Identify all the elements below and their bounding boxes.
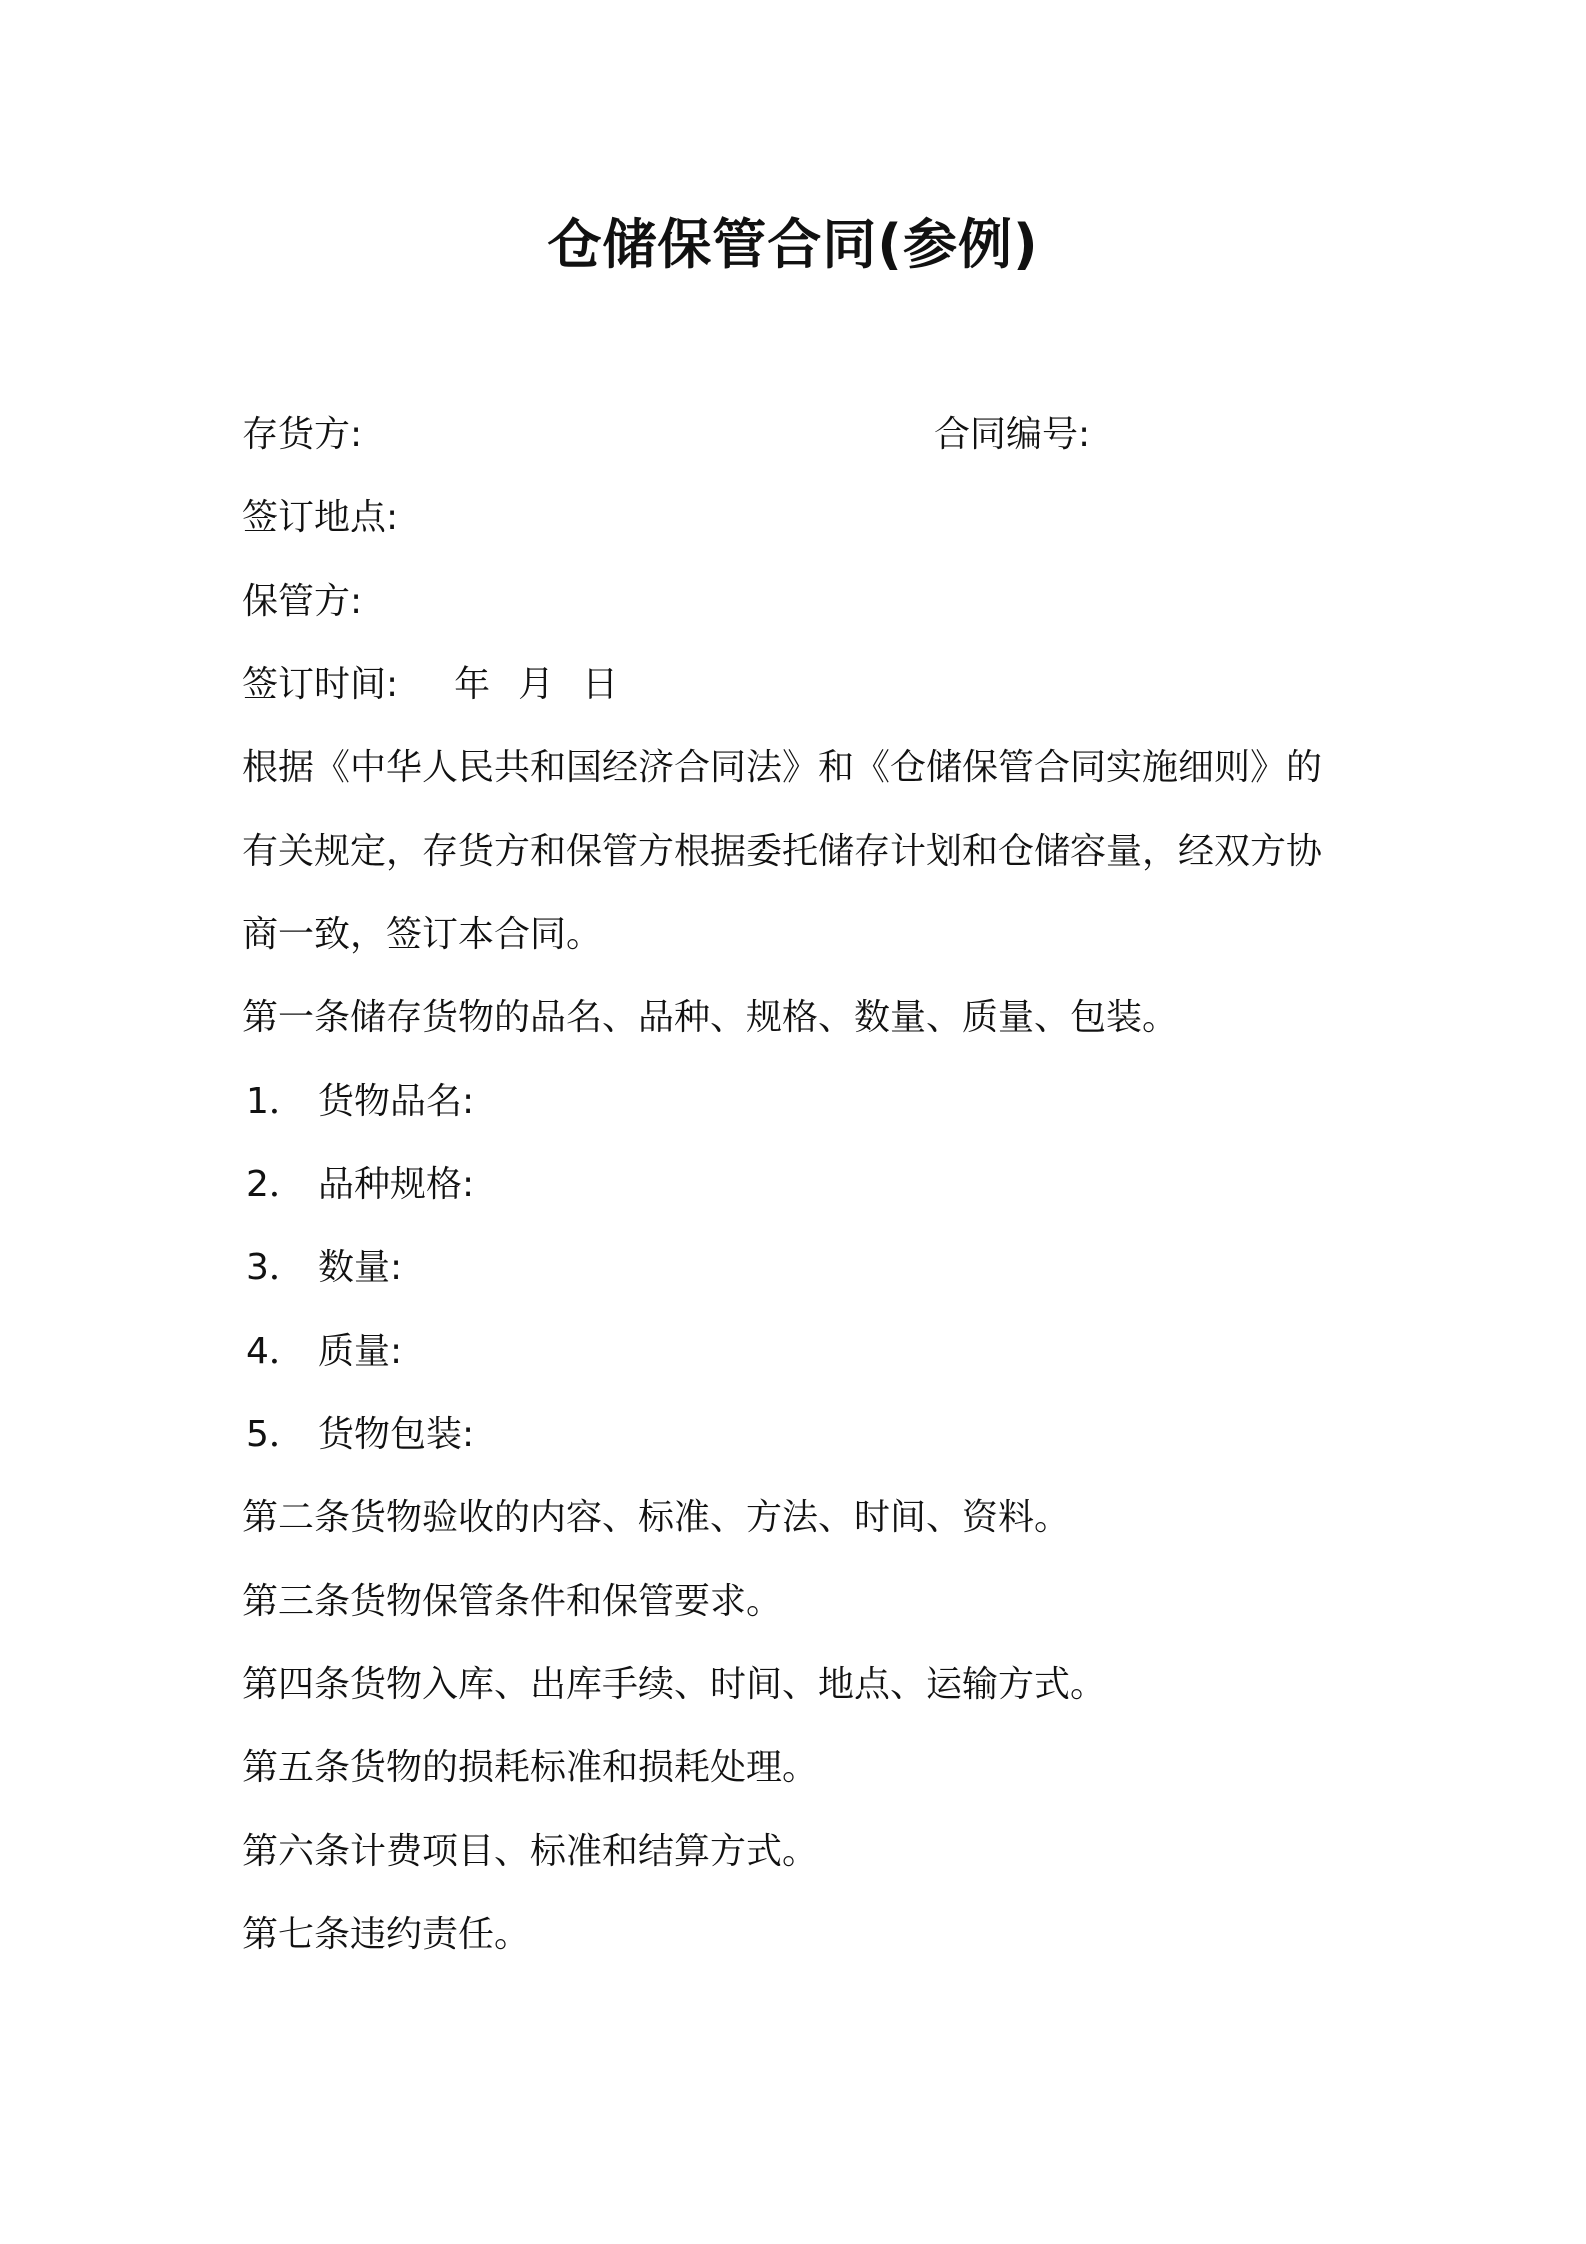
list-item <box>242 1327 402 1377</box>
contract-number-field: 合同编号: <box>934 414 1091 455</box>
list-item <box>242 1410 474 1460</box>
list-item <box>242 1077 474 1127</box>
document-title: 仓储保管合同(参例) <box>547 213 1039 276</box>
article-2: 第二条货物验收的内容、标准、方法、时间、资料。 <box>242 1497 1071 1538</box>
preamble-line: 有关规定，存货方和保管方根据委托储存计划和仓储容量，经双方协 <box>242 831 1323 872</box>
list-item-number: 4． <box>246 1331 305 1372</box>
signing-time-label: 签订时间: <box>242 664 399 705</box>
list-item-label: 数量: <box>318 1247 403 1288</box>
article-3: 第三条货物保管条件和保管要求。 <box>242 1581 783 1622</box>
signing-place-field: 签订地点: <box>242 497 399 538</box>
article-5: 第五条货物的损耗标准和损耗处理。 <box>242 1747 819 1788</box>
list-item-label: 货物品名: <box>318 1081 475 1122</box>
list-item-label: 货物包装: <box>318 1414 475 1455</box>
signing-time-field <box>242 660 618 710</box>
article-1: 第一条储存货物的品名、品种、规格、数量、质量、包装。 <box>242 997 1179 1038</box>
list-item-number: 3． <box>246 1247 305 1288</box>
list-item-label: 品种规格: <box>318 1164 475 1205</box>
list-item-number: 1． <box>246 1081 305 1122</box>
preamble-line: 商一致，签订本合同。 <box>242 914 603 955</box>
month-label: 月 <box>518 664 555 705</box>
article-4: 第四条货物入库、出库手续、时间、地点、运输方式。 <box>242 1664 1107 1705</box>
custodian-field: 保管方: <box>242 581 363 622</box>
depositor-field: 存货方: <box>242 414 363 455</box>
list-item-label: 质量: <box>318 1331 403 1372</box>
day-label: 日 <box>582 664 619 705</box>
list-item-number: 5． <box>246 1414 305 1455</box>
list-item <box>242 1160 474 1210</box>
article-6: 第六条计费项目、标准和结算方式。 <box>242 1831 819 1872</box>
year-label: 年 <box>454 664 491 705</box>
preamble-line: 根据《中华人民共和国经济合同法》和《仓储保管合同实施细则》的 <box>242 747 1323 788</box>
list-item <box>242 1243 402 1293</box>
list-item-number: 2． <box>246 1164 305 1205</box>
article-7: 第七条违约责任。 <box>242 1914 531 1955</box>
